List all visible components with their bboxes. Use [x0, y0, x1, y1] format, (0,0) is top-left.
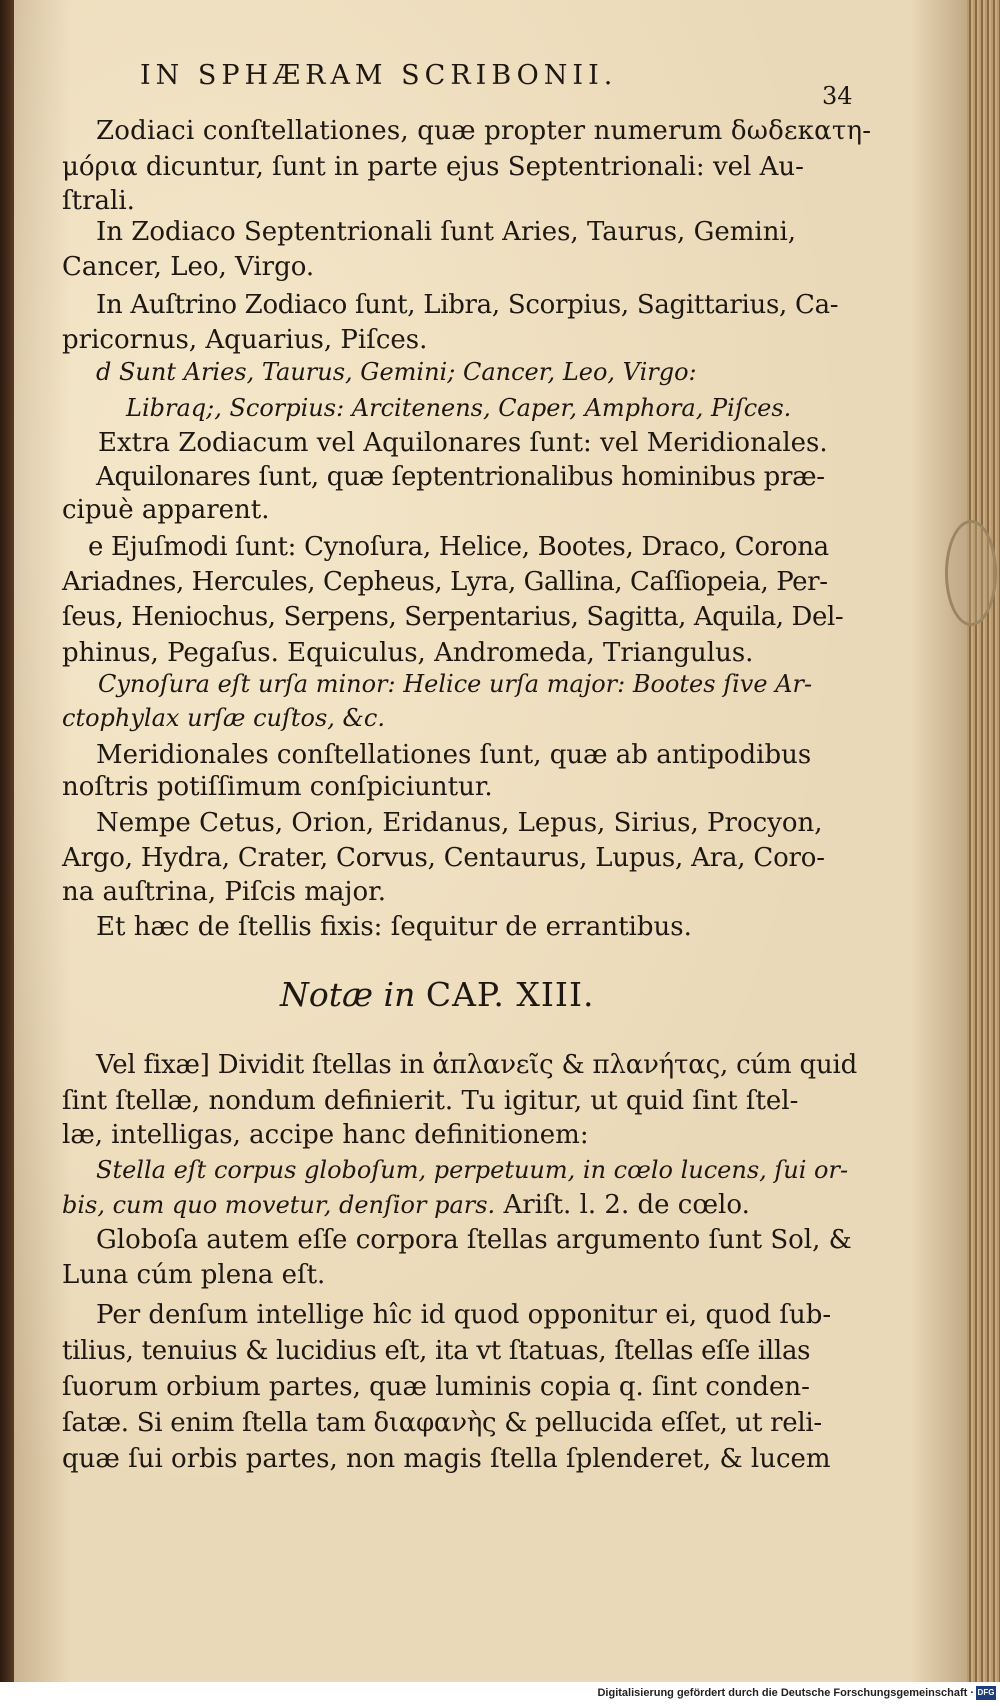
- body-line: cipuè apparent.: [62, 495, 270, 525]
- note-line: Luna cúm plena eſt.: [62, 1260, 326, 1290]
- section-heading: [280, 975, 595, 1014]
- body-line: na auſtrina, Piſcis major.: [62, 877, 386, 907]
- body-line: phinus, Pegaſus. Equiculus, Andromeda, Triangulus.: [62, 638, 754, 668]
- dfg-logo: DFG: [976, 1686, 996, 1700]
- note-line: ſuorum orbium partes, quæ luminis copia q. ſint conden-: [62, 1372, 810, 1402]
- body-line: e Ejuſmodi ſunt: Cynoſura, Helice, Bootes, Draco, Corona: [88, 532, 829, 562]
- body-line: In Auſtrino Zodiaco ſunt, Libra, Scorpius, Sagittarius, Ca-: [96, 290, 839, 320]
- note-line: quæ ſui orbis partes, non magis ſtella ſplenderet, & lucem: [62, 1444, 831, 1474]
- page-number: 34: [822, 82, 853, 110]
- body-line: Cancer, Leo, Virgo.: [62, 252, 315, 282]
- running-head: IN SPHÆRAM SCRIBONII.: [140, 60, 618, 91]
- body-line: ſeus, Heniochus, Serpens, Serpentarius, Sagitta, Aquila, Del-: [62, 602, 844, 632]
- body-line: Meridionales conſtellationes ſunt, quæ ab antipodibus: [96, 740, 812, 770]
- body-line: Aquilonares ſunt, quæ ſeptentrionalibus hominibus præ-: [96, 462, 825, 492]
- definition-line-wrap: [62, 1190, 750, 1220]
- note-line: ſint ſtellæ, nondum definierit. Tu igitur, ut quid ſint ſtel-: [62, 1086, 799, 1116]
- body-line: Et hæc de ſtellis fixis: ſequitur de errantibus.: [96, 912, 692, 942]
- body-line: μόρια dicuntur, ſunt in parte ejus Septentrionali: vel Au-: [62, 152, 804, 182]
- body-line: Zodiaci conſtellationes, quæ propter numerum δωδεκατη-: [96, 116, 872, 146]
- body-line: pricornus, Aquarius, Piſces.: [62, 325, 428, 355]
- note-line: tilius, tenuius & lucidius eſt, ita vt ſtatuas, ſtellas eſſe illas: [62, 1336, 811, 1366]
- verse-line: ctophylax urſæ cuſtos, &c.: [62, 704, 385, 732]
- verse-line: Libraq;, Scorpius: Arcitenens, Caper, Amphora, Piſces.: [126, 394, 792, 422]
- verse-line: d Sunt Aries, Taurus, Gemini; Cancer, Leo, Virgo:: [96, 358, 697, 386]
- clasp-ring: [945, 520, 997, 626]
- book-gutter: [0, 0, 14, 1706]
- body-line: Argo, Hydra, Crater, Corvus, Centaurus, Lupus, Ara, Coro-: [62, 843, 825, 873]
- body-line: Extra Zodiacum vel Aquilonares ſunt: vel Meridionales.: [98, 428, 828, 458]
- definition-continuation: bis, cum quo movetur, denſior pars.: [62, 1191, 496, 1219]
- body-line: Nempe Cetus, Orion, Eridanus, Lepus, Sirius, Procyon,: [96, 808, 823, 838]
- page-stack-edge: [967, 0, 1000, 1682]
- body-line: ſtrali.: [62, 186, 135, 216]
- body-line: noſtris potiſſimum conſpiciuntur.: [62, 772, 493, 802]
- body-line: Ariadnes, Hercules, Cepheus, Lyra, Gallina, Caſſiopeia, Per-: [62, 567, 828, 597]
- note-line: Vel fixæ] Dividit ſtellas in ἀπλανεῖς & πλανήτας, cúm quid: [96, 1050, 858, 1080]
- note-line: ſatæ. Si enim ſtella tam διαφανὴς & pellucida eſſet, ut reli-: [62, 1408, 822, 1438]
- citation: Ariſt. l. 2. de cœlo.: [503, 1190, 750, 1220]
- body-line: In Zodiaco Septentrionali ſunt Aries, Taurus, Gemini,: [96, 217, 797, 247]
- digitization-footer: [0, 1682, 1000, 1706]
- definition-line: Stella eſt corpus globoſum, perpetuum, in cœlo lucens, ſui or-: [96, 1156, 849, 1184]
- note-line: læ, intelligas, accipe hanc definitionem:: [62, 1120, 589, 1150]
- verse-line: Cynoſura eſt urſa minor: Helice urſa major: Bootes ſive Ar-: [98, 670, 813, 698]
- note-line: Per denſum intellige hîc id quod opponitur ei, quod ſub-: [96, 1300, 832, 1330]
- heading-caps: CAP. XIII.: [425, 975, 595, 1014]
- heading-italic: Notæ in: [280, 975, 416, 1014]
- footer-credit: Digitalisierung gefördert durch die Deutsche Forschungsgemeinschaft ·: [597, 1687, 974, 1699]
- note-line: Globoſa autem eſſe corpora ſtellas argumento ſunt Sol, &: [96, 1225, 852, 1255]
